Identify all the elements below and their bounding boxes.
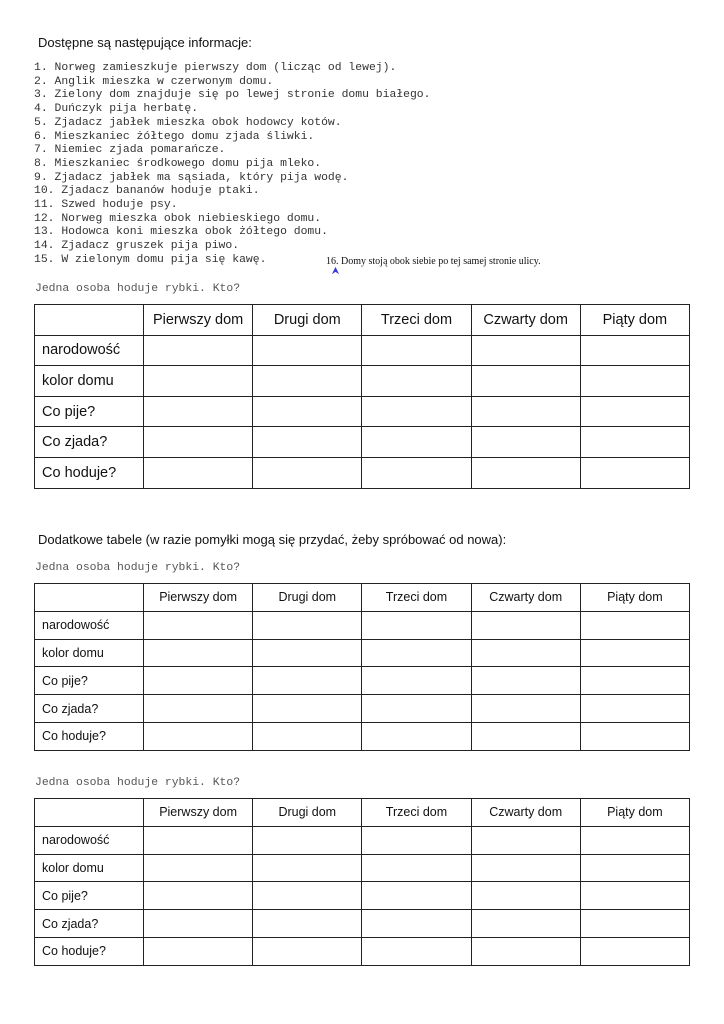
answer-cell[interactable] xyxy=(471,396,580,427)
header-cell: Pierwszy dom xyxy=(144,305,253,336)
clue-item: 6. Mieszkaniec żółtego domu zjada śliwki. xyxy=(34,130,315,143)
answer-cell[interactable] xyxy=(253,882,362,910)
clue-item: 15. W zielonym domu pija się kawę. xyxy=(34,253,267,266)
answer-cell[interactable] xyxy=(471,882,580,910)
answer-cell[interactable] xyxy=(580,882,689,910)
row-label: narodowość xyxy=(35,335,144,366)
answer-cell[interactable] xyxy=(580,667,689,695)
clue-item: 12. Norweg mieszka obok niebieskiego domu. xyxy=(34,212,322,225)
answer-cell[interactable] xyxy=(253,722,362,750)
answer-cell[interactable] xyxy=(471,335,580,366)
header-cell: Drugi dom xyxy=(253,305,362,336)
answer-cell[interactable] xyxy=(471,910,580,938)
table-row xyxy=(35,722,690,750)
answer-cell[interactable] xyxy=(471,722,580,750)
header-row xyxy=(35,799,690,827)
answer-cell[interactable] xyxy=(362,937,471,965)
answer-cell[interactable] xyxy=(580,910,689,938)
answer-cell[interactable] xyxy=(253,639,362,667)
table-row xyxy=(35,457,690,488)
answer-cell[interactable] xyxy=(362,667,471,695)
clue-item: 10. Zjadacz bananów hoduje ptaki. xyxy=(34,185,260,198)
answer-cell[interactable] xyxy=(580,695,689,723)
answer-grid-extra-1 xyxy=(34,583,690,751)
clue-item: 11. Szwed hoduje psy. xyxy=(34,199,178,212)
answer-cell[interactable] xyxy=(144,882,253,910)
header-row xyxy=(35,305,690,336)
header-cell: Pierwszy dom xyxy=(144,584,253,612)
answer-cell[interactable] xyxy=(580,427,689,458)
answer-cell[interactable] xyxy=(362,427,471,458)
table-row xyxy=(35,639,690,667)
answer-cell[interactable] xyxy=(580,854,689,882)
answer-cell[interactable] xyxy=(253,826,362,854)
answer-cell[interactable] xyxy=(362,722,471,750)
header-cell-blank xyxy=(35,305,144,336)
table-row xyxy=(35,937,690,965)
table-row xyxy=(35,335,690,366)
row-label: Co zjada? xyxy=(35,695,144,723)
table-row xyxy=(35,910,690,938)
row-label: Co pije? xyxy=(35,396,144,427)
answer-cell[interactable] xyxy=(253,910,362,938)
clue-item: 4. Duńczyk pija herbatę. xyxy=(34,103,199,116)
table-row xyxy=(35,854,690,882)
answer-cell[interactable] xyxy=(580,335,689,366)
answer-cell[interactable] xyxy=(471,826,580,854)
handwritten-annotation: 16. Domy stoją obok siebie po tej samej stronie ulicy. xyxy=(326,256,541,267)
answer-cell[interactable] xyxy=(580,937,689,965)
header-cell: Trzeci dom xyxy=(362,305,471,336)
answer-cell[interactable] xyxy=(362,882,471,910)
answer-cell[interactable] xyxy=(144,826,253,854)
answer-cell[interactable] xyxy=(144,611,253,639)
answer-cell[interactable] xyxy=(580,639,689,667)
answer-cell[interactable] xyxy=(471,639,580,667)
row-label: Co hoduje? xyxy=(35,457,144,488)
header-cell: Piąty dom xyxy=(580,584,689,612)
clue-item: 14. Zjadacz gruszek pija piwo. xyxy=(34,240,240,253)
answer-cell[interactable] xyxy=(144,695,253,723)
answer-cell[interactable] xyxy=(144,667,253,695)
row-label: narodowość xyxy=(35,611,144,639)
answer-cell[interactable] xyxy=(253,854,362,882)
row-label: kolor domu xyxy=(35,854,144,882)
row-label: Co hoduje? xyxy=(35,722,144,750)
answer-cell[interactable] xyxy=(362,826,471,854)
answer-cell[interactable] xyxy=(471,457,580,488)
header-cell: Czwarty dom xyxy=(471,799,580,827)
clue-item: 3. Zielony dom znajduje się po lewej stronie domu białego. xyxy=(34,89,431,102)
clue-item: 9. Zjadacz jabłek ma sąsiada, który pija wodę. xyxy=(34,171,349,184)
table-row xyxy=(35,396,690,427)
extra-tables-heading: Dodatkowe tabele (w razie pomyłki mogą się przydać, żeby spróbować od nowa): xyxy=(38,532,507,547)
answer-grid-extra-2 xyxy=(34,798,690,966)
answer-cell[interactable] xyxy=(362,335,471,366)
row-label: Co zjada? xyxy=(35,910,144,938)
clue-item: 7. Niemiec zjada pomarańcze. xyxy=(34,144,226,157)
riddle-question: Jedna osoba hoduje rybki. Kto? xyxy=(35,777,241,789)
clue-item: 2. Anglik mieszka w czerwonym domu. xyxy=(34,75,274,88)
answer-cell[interactable] xyxy=(253,366,362,397)
row-label: kolor domu xyxy=(35,366,144,397)
header-cell: Czwarty dom xyxy=(471,305,580,336)
answer-cell[interactable] xyxy=(144,457,253,488)
answer-cell[interactable] xyxy=(362,639,471,667)
table-row xyxy=(35,366,690,397)
table-row xyxy=(35,695,690,723)
answer-cell[interactable] xyxy=(144,427,253,458)
clue-item: 8. Mieszkaniec środkowego domu pija mleko. xyxy=(34,157,322,170)
table-row xyxy=(35,427,690,458)
clue-item: 13. Hodowca koni mieszka obok żółtego domu. xyxy=(34,226,328,239)
answer-cell[interactable] xyxy=(144,937,253,965)
answer-cell[interactable] xyxy=(144,396,253,427)
clue-item: 5. Zjadacz jabłek mieszka obok hodowcy kotów. xyxy=(34,116,342,129)
answer-cell[interactable] xyxy=(253,335,362,366)
row-label: Co zjada? xyxy=(35,427,144,458)
header-cell: Trzeci dom xyxy=(362,584,471,612)
answer-cell[interactable] xyxy=(580,457,689,488)
row-label: Co pije? xyxy=(35,667,144,695)
answer-cell[interactable] xyxy=(362,457,471,488)
clue-item: 1. Norweg zamieszkuje pierwszy dom (licząc od lewej). xyxy=(34,62,397,74)
header-cell-blank xyxy=(35,799,144,827)
answer-cell[interactable] xyxy=(471,695,580,723)
answer-cell[interactable] xyxy=(580,826,689,854)
header-cell: Drugi dom xyxy=(253,584,362,612)
answer-cell[interactable] xyxy=(144,366,253,397)
answer-cell[interactable] xyxy=(144,910,253,938)
answer-cell[interactable] xyxy=(471,366,580,397)
table-row xyxy=(35,611,690,639)
riddle-question: Jedna osoba hoduje rybki. Kto? xyxy=(35,562,241,574)
answer-cell[interactable] xyxy=(471,611,580,639)
header-cell: Pierwszy dom xyxy=(144,799,253,827)
riddle-question: Jedna osoba hoduje rybki. Kto? xyxy=(35,283,241,295)
header-row xyxy=(35,584,690,612)
answer-cell[interactable] xyxy=(362,910,471,938)
answer-cell[interactable] xyxy=(362,611,471,639)
header-cell: Piąty dom xyxy=(580,799,689,827)
answer-cell[interactable] xyxy=(253,937,362,965)
answer-cell[interactable] xyxy=(144,639,253,667)
answer-cell[interactable] xyxy=(144,335,253,366)
answer-cell[interactable] xyxy=(253,427,362,458)
answer-cell[interactable] xyxy=(471,427,580,458)
row-label: kolor domu xyxy=(35,639,144,667)
answer-cell[interactable] xyxy=(580,396,689,427)
insert-caret-icon xyxy=(331,266,340,275)
header-cell: Piąty dom xyxy=(580,305,689,336)
header-cell: Czwarty dom xyxy=(471,584,580,612)
answer-cell[interactable] xyxy=(362,854,471,882)
header-cell: Drugi dom xyxy=(253,799,362,827)
answer-cell[interactable] xyxy=(362,695,471,723)
answer-cell[interactable] xyxy=(580,366,689,397)
answer-cell[interactable] xyxy=(362,366,471,397)
answer-cell[interactable] xyxy=(253,396,362,427)
answer-cell[interactable] xyxy=(253,667,362,695)
answer-cell[interactable] xyxy=(253,457,362,488)
header-cell-blank xyxy=(35,584,144,612)
answer-cell[interactable] xyxy=(253,611,362,639)
row-label: Co hoduje? xyxy=(35,937,144,965)
answer-cell[interactable] xyxy=(471,667,580,695)
answer-cell[interactable] xyxy=(580,722,689,750)
answer-grid-main xyxy=(34,304,690,489)
answer-cell[interactable] xyxy=(144,854,253,882)
answer-cell[interactable] xyxy=(580,611,689,639)
table-row xyxy=(35,826,690,854)
table-row xyxy=(35,667,690,695)
clue-list xyxy=(34,62,430,268)
page-heading: Dostępne są następujące informacje: xyxy=(38,35,252,50)
row-label: Co pije? xyxy=(35,882,144,910)
answer-cell[interactable] xyxy=(471,937,580,965)
answer-cell[interactable] xyxy=(253,695,362,723)
answer-cell[interactable] xyxy=(144,722,253,750)
table-row xyxy=(35,882,690,910)
answer-cell[interactable] xyxy=(362,396,471,427)
answer-cell[interactable] xyxy=(471,854,580,882)
row-label: narodowość xyxy=(35,826,144,854)
header-cell: Trzeci dom xyxy=(362,799,471,827)
